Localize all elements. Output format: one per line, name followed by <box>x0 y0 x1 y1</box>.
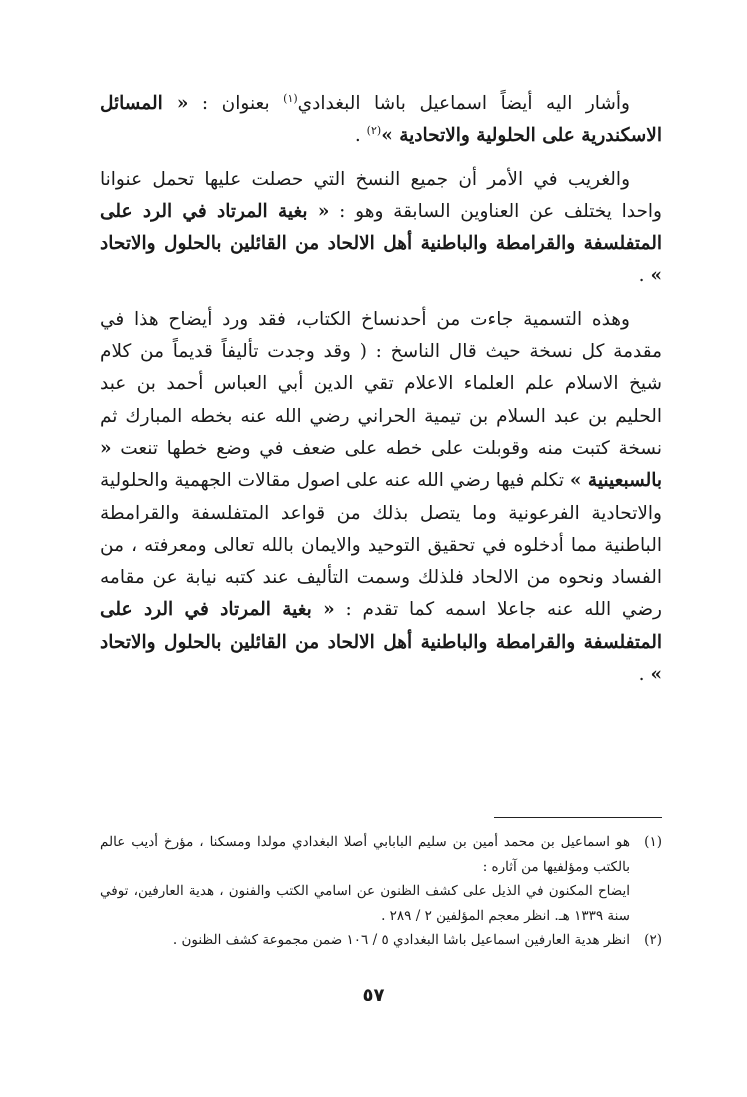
paragraph-2-end: . <box>638 265 651 287</box>
footnote-1 <box>100 830 662 928</box>
paragraph-2-text: والغريب في الأمر أن جميع النسخ التي حصلت عليها تحمل عنوانا واحدا يختلف عن العناوين السابقة وهو : <box>100 168 662 222</box>
book-title-sabiniyya: « بالسبعينية » <box>100 437 662 492</box>
footnote-separator <box>494 817 662 818</box>
paragraph-3-text: وهذه التسمية جاءت من أحدنساخ الكتاب، فقد ورد أيضاح هذا في مقدمة كل نسخة حيث قال الناسخ : ( وقد وجدت تأليفاً قديماً من كلام شيخ الاسلام علم العلماء الاعلام تقي الدين أبي العباس أحمد بن عبد الحليم بن عبد السلام بن تيمية الحراني رضي الله عنه بخطه المبارك ثم نسخة كتبت منه وقوبلت على خطه على ضعف في وضع خطها تنعت <box>100 308 662 459</box>
footnotes <box>100 830 662 953</box>
footnote-2 <box>100 928 662 953</box>
footnote-2-number: (٢) <box>644 932 662 949</box>
main-text-body <box>100 88 662 702</box>
footnote-2-line-1: انظر هدية العارفين اسماعيل باشا البغدادي ٥ / ١٠٦ ضمن مجموعة كشف الظنون . <box>172 932 630 949</box>
footnote-1-body <box>100 830 630 928</box>
paragraph-3-text-b: تكلم فيها رضي الله عنه على اصول مقالات الجهمية والحلولية والاتحادية الفرعونية وما يتصل بذلك من قواعد المتفلسفة والقرامطة الباطنية مما أدخلوه في تحقيق التوحيد والايمان بالله تعالى ومعرفته ، من الفساد ونحوه من الالحاد فلذلك وسمت التأليف عند كتبه نيابة عن مقامه رضي الله عنه جاعلا اسمه كما تقدم : <box>100 470 662 621</box>
book-title-bughya-2: « بغية المرتاد في الرد على المتفلسفة والقرامطة والباطنية أهل الالحاد من القائلين بالحلول والاتحاد » <box>100 599 662 686</box>
footnote-1-number: (١) <box>644 834 662 850</box>
paragraph-3 <box>100 304 662 692</box>
footnote-ref-2[interactable]: (٢) <box>366 124 382 138</box>
paragraph-1-text: وأشار اليه أيضاً اسماعيل باشا البغدادي <box>297 93 630 114</box>
paragraph-1-text-b: بعنوان : <box>188 93 284 114</box>
book-title-masail: « المسائل الاسكندرية على الحلولية والاتحادية » <box>100 93 662 147</box>
page-number: ٥٧ <box>362 985 385 1006</box>
footnote-ref-1[interactable]: (١) <box>283 91 298 105</box>
paragraph-1-end: . <box>354 125 367 147</box>
paragraph-3-end: . <box>638 664 651 686</box>
footnote-1-line-1: هو اسماعيل بن محمد أمين بن سليم البابابي أصلا البغدادي مولدا ومسكنا ، مؤرخ أديب عالم بالكتب ومؤلفيها من آثاره : <box>100 834 630 875</box>
footnote-2-body <box>100 928 630 953</box>
paragraph-1 <box>100 88 662 153</box>
paragraph-2 <box>100 164 662 293</box>
footnote-1-line-2: ايضاح المكنون في الذيل على كشف الظنون عن اسامي الكتب والفنون ، هدية العارفين، توفي سنة ١٣٣٩ هـ. انظر معجم المؤلفين ٢ / ٢٨٩ . <box>100 883 630 924</box>
book-title-bughya: « بغية المرتاد في الرد على المتفلسفة والقرامطة والباطنية أهل الالحاد من القائلين بالحلول والاتحاد » <box>100 200 662 287</box>
